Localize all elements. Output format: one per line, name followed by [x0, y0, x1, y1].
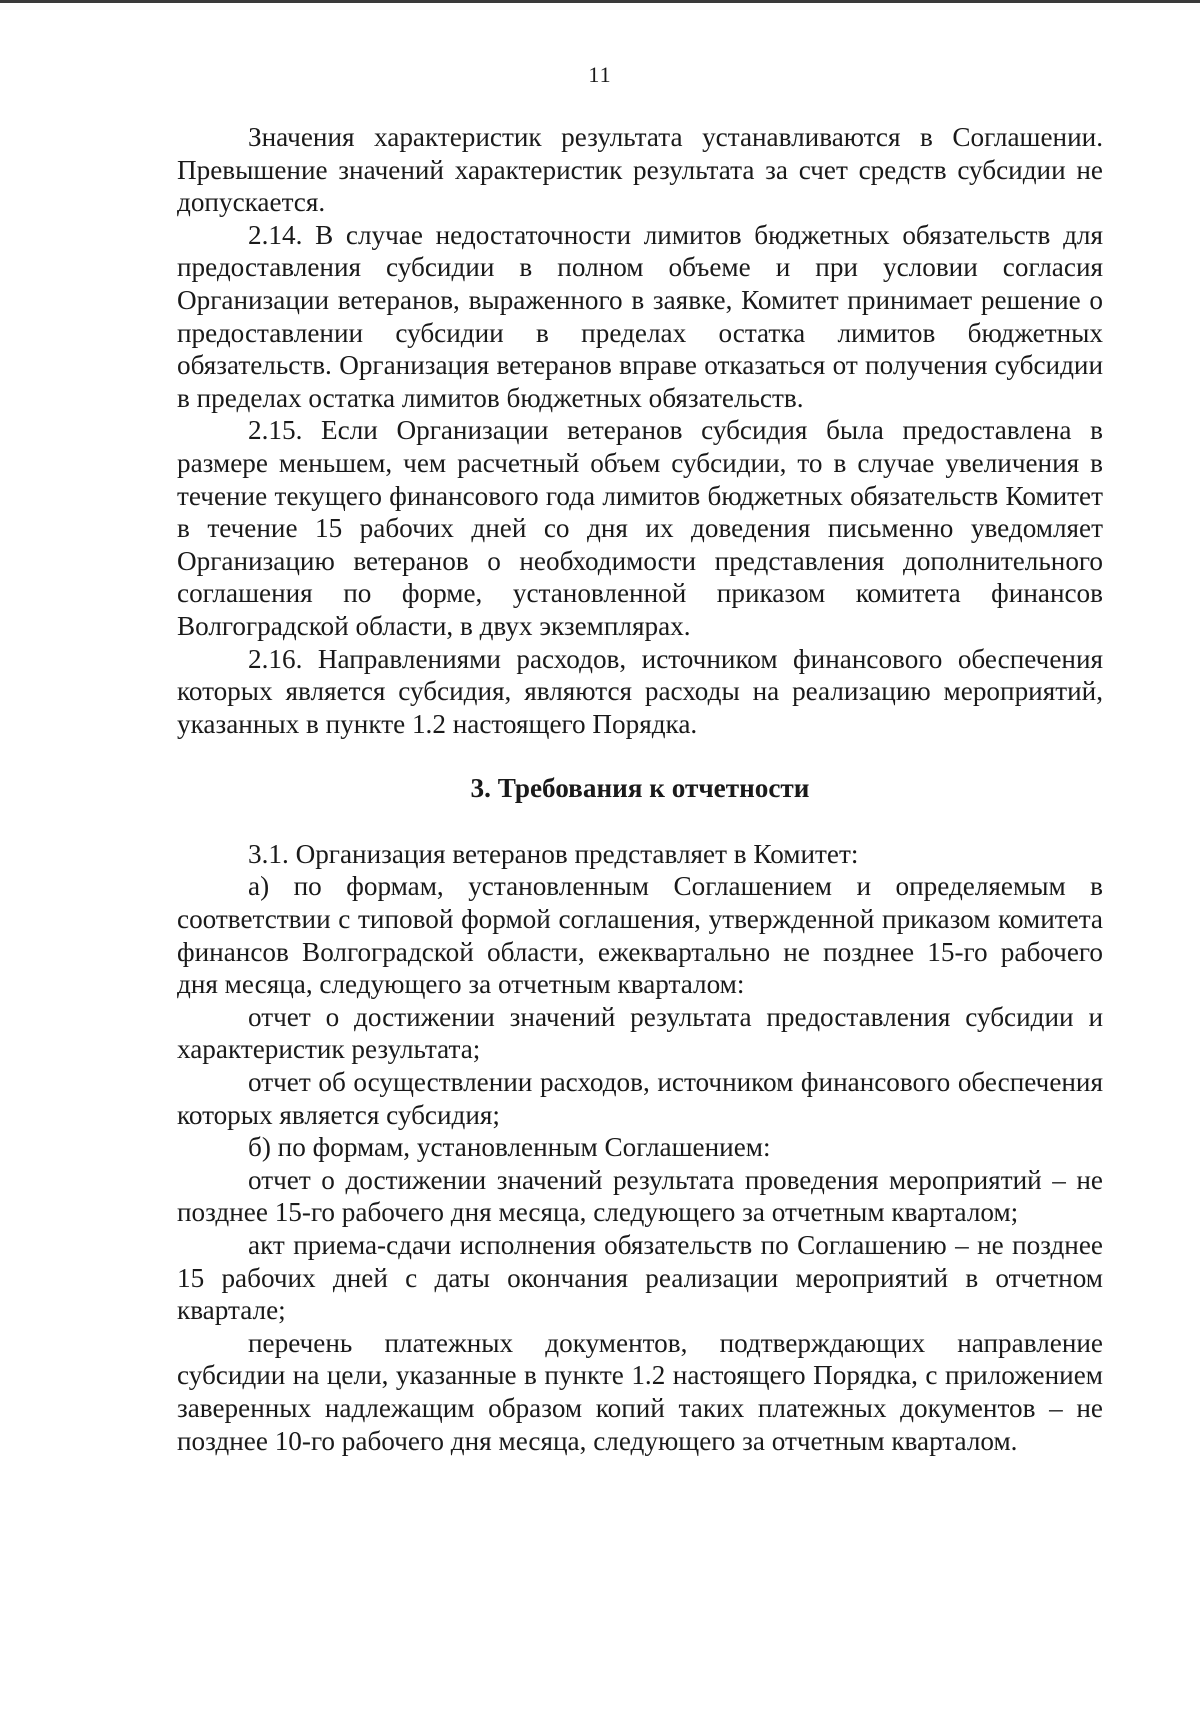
- paragraph-acceptance-act: акт приема-сдачи исполнения обязательств по Соглашению – не позднее 15 рабочих дней с даты окончания реализации мероприятий в отчетном квартале;: [177, 1230, 1103, 1326]
- paragraph-report-results: отчет о достижении значений результата предоставления субсидии и характеристик результата;: [177, 1001, 1103, 1065]
- section-title: 3. Требования к отчетности: [470, 773, 810, 804]
- document-body: [177, 121, 1103, 1457]
- paragraph-item-a: а) по формам, установленным Соглашением и определяемым в соответствии с типовой формой соглашения, утвержденной приказом комитета финансов Волгоградской области, ежеквартально не позднее 15-го рабочего дня месяца, следующего за отчетным кварталом:: [177, 871, 1103, 1000]
- paragraph-item-b: б) по формам, установленным Соглашением:: [248, 1132, 771, 1163]
- paragraph-results-values: Значения характеристик результата устанавливаются в Соглашении. Превышение значений характеристик результата за счет средств субсидии не допускается.: [177, 122, 1103, 218]
- paragraph-2-16: 2.16. Направлениями расходов, источником финансового обеспечения которых является субсидия, являются расходы на реализацию мероприятий, указанных в пункте 1.2 настоящего Порядка.: [177, 643, 1103, 739]
- scan-edge: [0, 0, 1200, 3]
- paragraph-report-events: отчет о достижении значений результата проведения мероприятий – не позднее 15-го рабочего дня месяца, следующего за отчетным кварталом;: [177, 1164, 1103, 1228]
- paragraph-3-1: 3.1. Организация ветеранов представляет в Комитет:: [248, 838, 859, 869]
- paragraph-2-15: 2.15. Если Организации ветеранов субсидия была предоставлена в размере меньшем, чем расчетный объем субсидии, то в случае увеличения в течение текущего финансового года лимитов бюджетных обязательств Комитет в течение 15 рабочих дней со дня их доведения письменно уведомляет Организацию ветеранов о необходимости представления дополнительного соглашения по форме, установленной приказом комитета финансов Волгоградской области, в двух экземплярах.: [177, 415, 1103, 641]
- paragraph-2-14: 2.14. В случае недостаточности лимитов бюджетных обязательств для предоставления субсидии в полном объеме и при условии согласия Организации ветеранов, выраженного в заявке, Комитет принимает решение о предоставлении субсидии в пределах остатка лимитов бюджетных обязательств. Организация ветеранов вправе отказаться от получения субсидии в пределах остатка лимитов бюджетных обязательств.: [177, 219, 1103, 413]
- paragraph-report-expenses: отчет об осуществлении расходов, источником финансового обеспечения которых является субсидия;: [177, 1067, 1103, 1130]
- page-number: 11: [588, 62, 612, 87]
- paragraph-payment-docs: перечень платежных документов, подтверждающих направление субсидии на цели, указанные в пункте 1.2 настоящего Порядка, с приложением заверенных надлежащим образом копий таких платежных документов – не позднее 10-го рабочего дня месяца, следующего за отчетным кварталом.: [177, 1327, 1103, 1456]
